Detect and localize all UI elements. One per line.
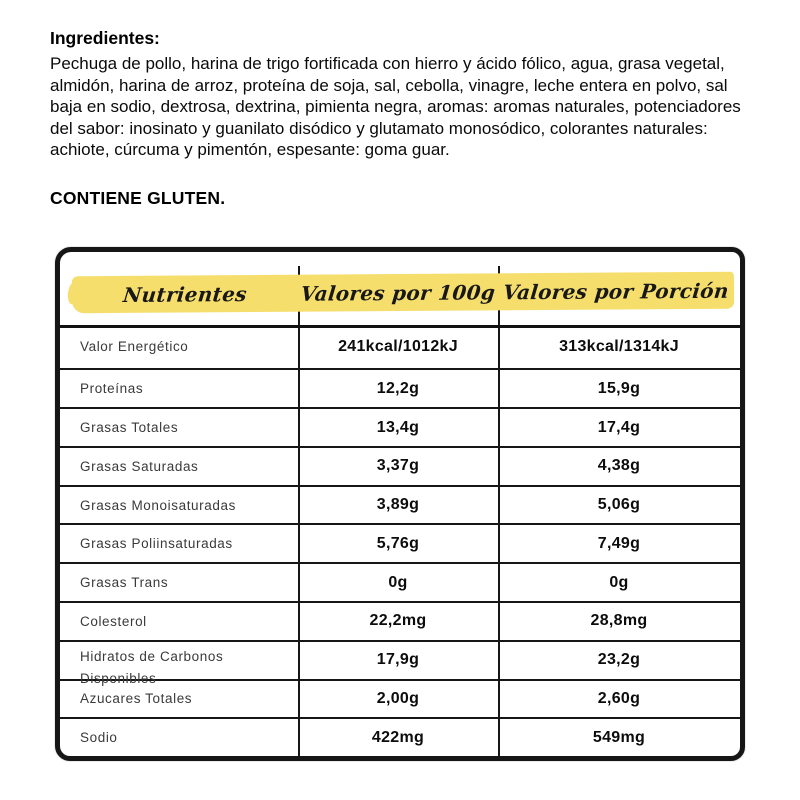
table-row-saturated-fat [60,448,740,487]
value-per-100g: 13,4g [376,418,420,436]
value-per-portion: 313kcal/1314kJ [559,337,679,355]
nutrient-name [60,642,298,686]
value-per-100g: 12,2g [376,379,420,397]
nutrient-name-line2: Disponibles [80,670,157,686]
header-highlight-band [72,272,734,314]
ingredients-body: Pechuga de pollo, harina de trigo fortificada con hierro y ácido fólico, agua, grasa vegetal, almidón, harina de arroz, proteína de soja, sal, cebolla, vinagre, leche entera en polvo, sal baja en sodio, dextrosa, dextrina, pimienta negra, aromas: aromas naturales, potenciadores del sabor: inosinato y guanilato disódico y glutamato monosódico, colorantes naturales: achiote, cúrcuma y pimentón, espesante: goma guar. [50,54,741,159]
value-per-portion: 15,9g [597,379,641,397]
nutrient-name: Grasas Saturadas [80,458,199,474]
nutrient-name: Colesterol [80,613,147,629]
table-row-protein [60,370,740,409]
value-per-portion: 7,49g [597,534,641,552]
table-row-carbohydrates [60,642,740,686]
value-per-portion: 23,2g [597,651,641,669]
header-values-per-100g: Valores por 100g [299,279,497,306]
ingredients-section [50,28,758,209]
nutrient-name: Proteínas [80,381,144,397]
nutrient-name: Valor Energético [80,339,189,355]
value-per-portion: 2,60g [597,689,641,707]
nutrition-table [55,247,745,761]
table-row-trans-fat [60,564,740,603]
table-row-monounsaturated-fat [60,487,740,526]
value-per-100g: 3,37g [376,457,420,475]
header-values-per-portion: Valores por Porción [502,278,730,304]
nutrient-name-line1: Hidratos de Carbonos [80,648,224,664]
column-divider-1 [298,266,300,756]
table-row-sodium [60,719,740,756]
value-per-portion: 0g [609,573,629,591]
value-per-portion: 4,38g [597,457,641,475]
table-header [60,252,740,328]
table-row-polyunsaturated-fat [60,525,740,564]
nutrient-name: Grasas Totales [80,420,179,436]
nutrient-name: Grasas Trans [80,575,169,591]
value-per-portion: 5,06g [597,496,641,514]
ingredients-title: Ingredientes: [50,28,160,48]
value-per-portion: 549mg [592,728,646,746]
value-per-100g: 2,00g [376,689,420,707]
header-nutrients: Nutrientes [121,281,249,307]
value-per-portion: 28,8mg [590,612,648,630]
value-per-100g: 3,89g [376,496,420,514]
table-row-total-fat [60,409,740,448]
value-per-100g: 17,9g [376,651,420,669]
value-per-100g: 422mg [371,728,425,746]
nutrient-name: Grasas Monoisaturadas [80,497,236,513]
value-per-100g: 5,76g [376,534,420,552]
value-per-100g: 22,2mg [369,612,427,630]
value-per-portion: 17,4g [597,418,641,436]
value-per-100g: 241kcal/1012kJ [338,337,458,355]
table-row-total-sugars [60,681,740,720]
value-per-100g: 0g [388,573,408,591]
allergen-warning: CONTIENE GLUTEN. [50,187,226,208]
table-row-energy [60,325,740,370]
table-row-cholesterol [60,603,740,642]
column-divider-2 [498,266,500,756]
nutrient-name: Azucares Totales [80,691,193,707]
nutrient-name: Sodio [80,730,118,746]
table-body [60,325,740,756]
nutrient-name: Grasas Poliinsaturadas [80,536,233,552]
